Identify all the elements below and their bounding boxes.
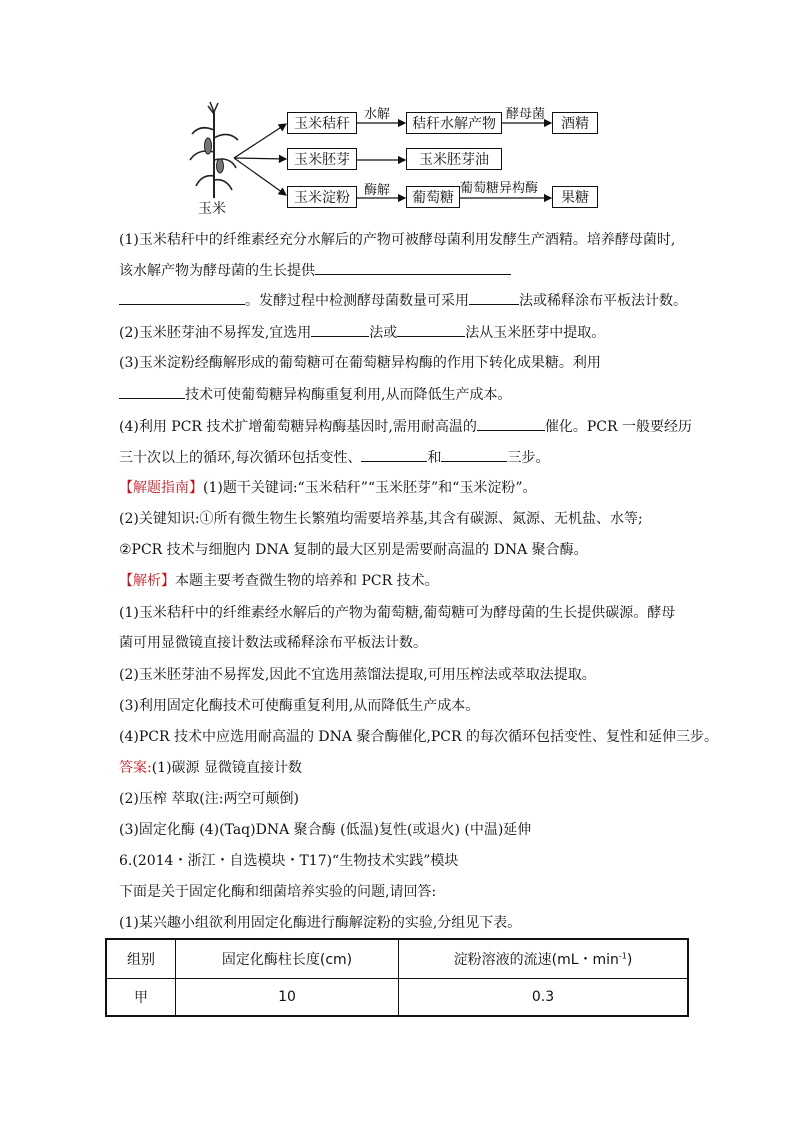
guide-line-2: (2)关键知识:①所有微生物生长繁殖均需要培养基,其含有碳源、氮源、无机盐、水等; bbox=[119, 511, 643, 527]
question-4-line-2: 三十次以上的循环,每次循环包括变性、 和 三步。 bbox=[119, 447, 549, 468]
edge-label-hydrolysis: 水解 bbox=[364, 107, 391, 122]
analysis-tag: 【解析】 bbox=[119, 573, 175, 589]
analysis-line-2: (2)玉米胚芽油不易挥发,因此不宜选用蒸馏法提取,可用压榨法或萃取法提取。 bbox=[119, 667, 596, 683]
q6-title: 6.(2014・浙江・自选模块・T17)“生物技术实践”模块 bbox=[119, 853, 459, 869]
diagram-arrows bbox=[0, 0, 794, 230]
question-2-line: (2)玉米胚芽油不易挥发,宜选用 法或 法从玉米胚芽中提取。 bbox=[119, 322, 605, 343]
question-1-line-2: 该水解产物为酵母菌的生长提供 bbox=[119, 260, 511, 281]
guide-tag: 【解题指南】 bbox=[119, 480, 203, 496]
table-header-cell: 淀粉溶液的流速(mL・$\min^{-1}$) bbox=[399, 939, 689, 979]
answer-line-3: (3)固定化酶 (4)(Taq)DNA 聚合酶 (低温)复性(或退火) (中温)延伸 bbox=[119, 822, 532, 838]
q6-sub1: (1)某兴趣小组欲利用固定化酶进行酶解淀粉的实验,分组见下表。 bbox=[119, 915, 522, 931]
node-corn-germ: 玉米胚芽 bbox=[287, 148, 357, 170]
node-germ-oil: 玉米胚芽油 bbox=[406, 148, 502, 170]
answer-blank[interactable] bbox=[469, 290, 519, 305]
q6-intro: 下面是关于固定化酶和细菌培养实验的问题,请回答: bbox=[119, 884, 437, 900]
table-cell: 甲 bbox=[106, 979, 176, 1017]
guide-line-1: 【解题指南】(1)题干关键词:“玉米秸秆”“玉米胚芽”和“玉米淀粉”。 bbox=[119, 480, 537, 496]
table-cell: 10 bbox=[176, 979, 399, 1017]
node-straw-hydrolysate: 秸秆水解产物 bbox=[406, 112, 502, 134]
question-1-line-3: 。发酵过程中检测酵母菌数量可采用 法或稀释涂布平板法计数。 bbox=[119, 290, 687, 311]
node-corn-starch: 玉米淀粉 bbox=[287, 186, 357, 208]
table-header-cell: 固定化酶柱长度(cm) bbox=[176, 939, 399, 979]
table-header-row bbox=[106, 939, 688, 979]
node-glucose: 葡萄糖 bbox=[406, 186, 460, 208]
experiment-table bbox=[105, 938, 689, 1017]
plant-label: 玉米 bbox=[198, 201, 226, 217]
node-corn-straw: 玉米秸秆 bbox=[287, 112, 357, 134]
answer-line-1: 答案:(1)碳源 显微镜直接计数 bbox=[119, 760, 302, 776]
edge-label-isomerase: 葡萄糖异构酶 bbox=[460, 181, 539, 196]
guide-line-3: ②PCR 技术与细胞内 DNA 复制的最大区别是需要耐高温的 DNA 聚合酶。 bbox=[119, 542, 588, 558]
analysis-intro: 【解析】本题主要考查微生物的培养和 PCR 技术。 bbox=[119, 573, 439, 589]
answer-blank[interactable] bbox=[119, 384, 185, 399]
edge-label-yeast: 酵母菌 bbox=[506, 107, 546, 122]
analysis-line-4: (4)PCR 技术中应选用耐高温的 DNA 聚合酶催化,PCR 的每次循环包括变性、复性和延伸三步。 bbox=[119, 729, 719, 745]
answer-blank[interactable] bbox=[441, 447, 507, 462]
answer-blank[interactable] bbox=[397, 322, 465, 337]
table-header-cell: 组别 bbox=[106, 939, 176, 979]
answer-blank[interactable] bbox=[315, 260, 511, 275]
answer-line-2: (2)压榨 萃取(注:两空可颠倒) bbox=[119, 791, 299, 807]
analysis-line-1a: (1)玉米秸秆中的纤维素经水解后的产物为葡萄糖,葡萄糖可为酵母菌的生长提供碳源。酵母 bbox=[119, 605, 676, 621]
question-3-line-1: (3)玉米淀粉经酶解形成的葡萄糖可在葡萄糖异构酶的作用下转化成果糖。利用 bbox=[119, 355, 601, 371]
answer-blank[interactable] bbox=[119, 290, 245, 305]
answer-tag: 答案: bbox=[119, 760, 152, 776]
edge-label-enzymolysis: 酶解 bbox=[364, 183, 391, 198]
question-3-line-2: 技术可使葡萄糖异构酶重复利用,从而降低生产成本。 bbox=[119, 384, 511, 405]
analysis-line-1b: 菌可用显微镜直接计数法或稀释涂布平板法计数。 bbox=[119, 635, 427, 651]
answer-blank[interactable] bbox=[477, 416, 545, 431]
table-row bbox=[106, 979, 688, 1017]
question-1-line-1: (1)玉米秸秆中的纤维素经充分水解后的产物可被酵母菌利用发酵生产酒精。培养酵母菌时, bbox=[119, 232, 676, 248]
analysis-line-3: (3)利用固定化酶技术可使酶重复利用,从而降低生产成本。 bbox=[119, 698, 480, 714]
node-fructose: 果糖 bbox=[552, 186, 598, 208]
table-cell: 0.3 bbox=[399, 979, 689, 1017]
answer-blank[interactable] bbox=[361, 447, 427, 462]
node-alcohol: 酒精 bbox=[552, 112, 598, 134]
answer-blank[interactable] bbox=[311, 322, 369, 337]
question-4-line-1: (4)利用 PCR 技术扩增葡萄糖异构酶基因时,需用耐高温的 催化。PCR 一般要经历 bbox=[119, 416, 692, 437]
